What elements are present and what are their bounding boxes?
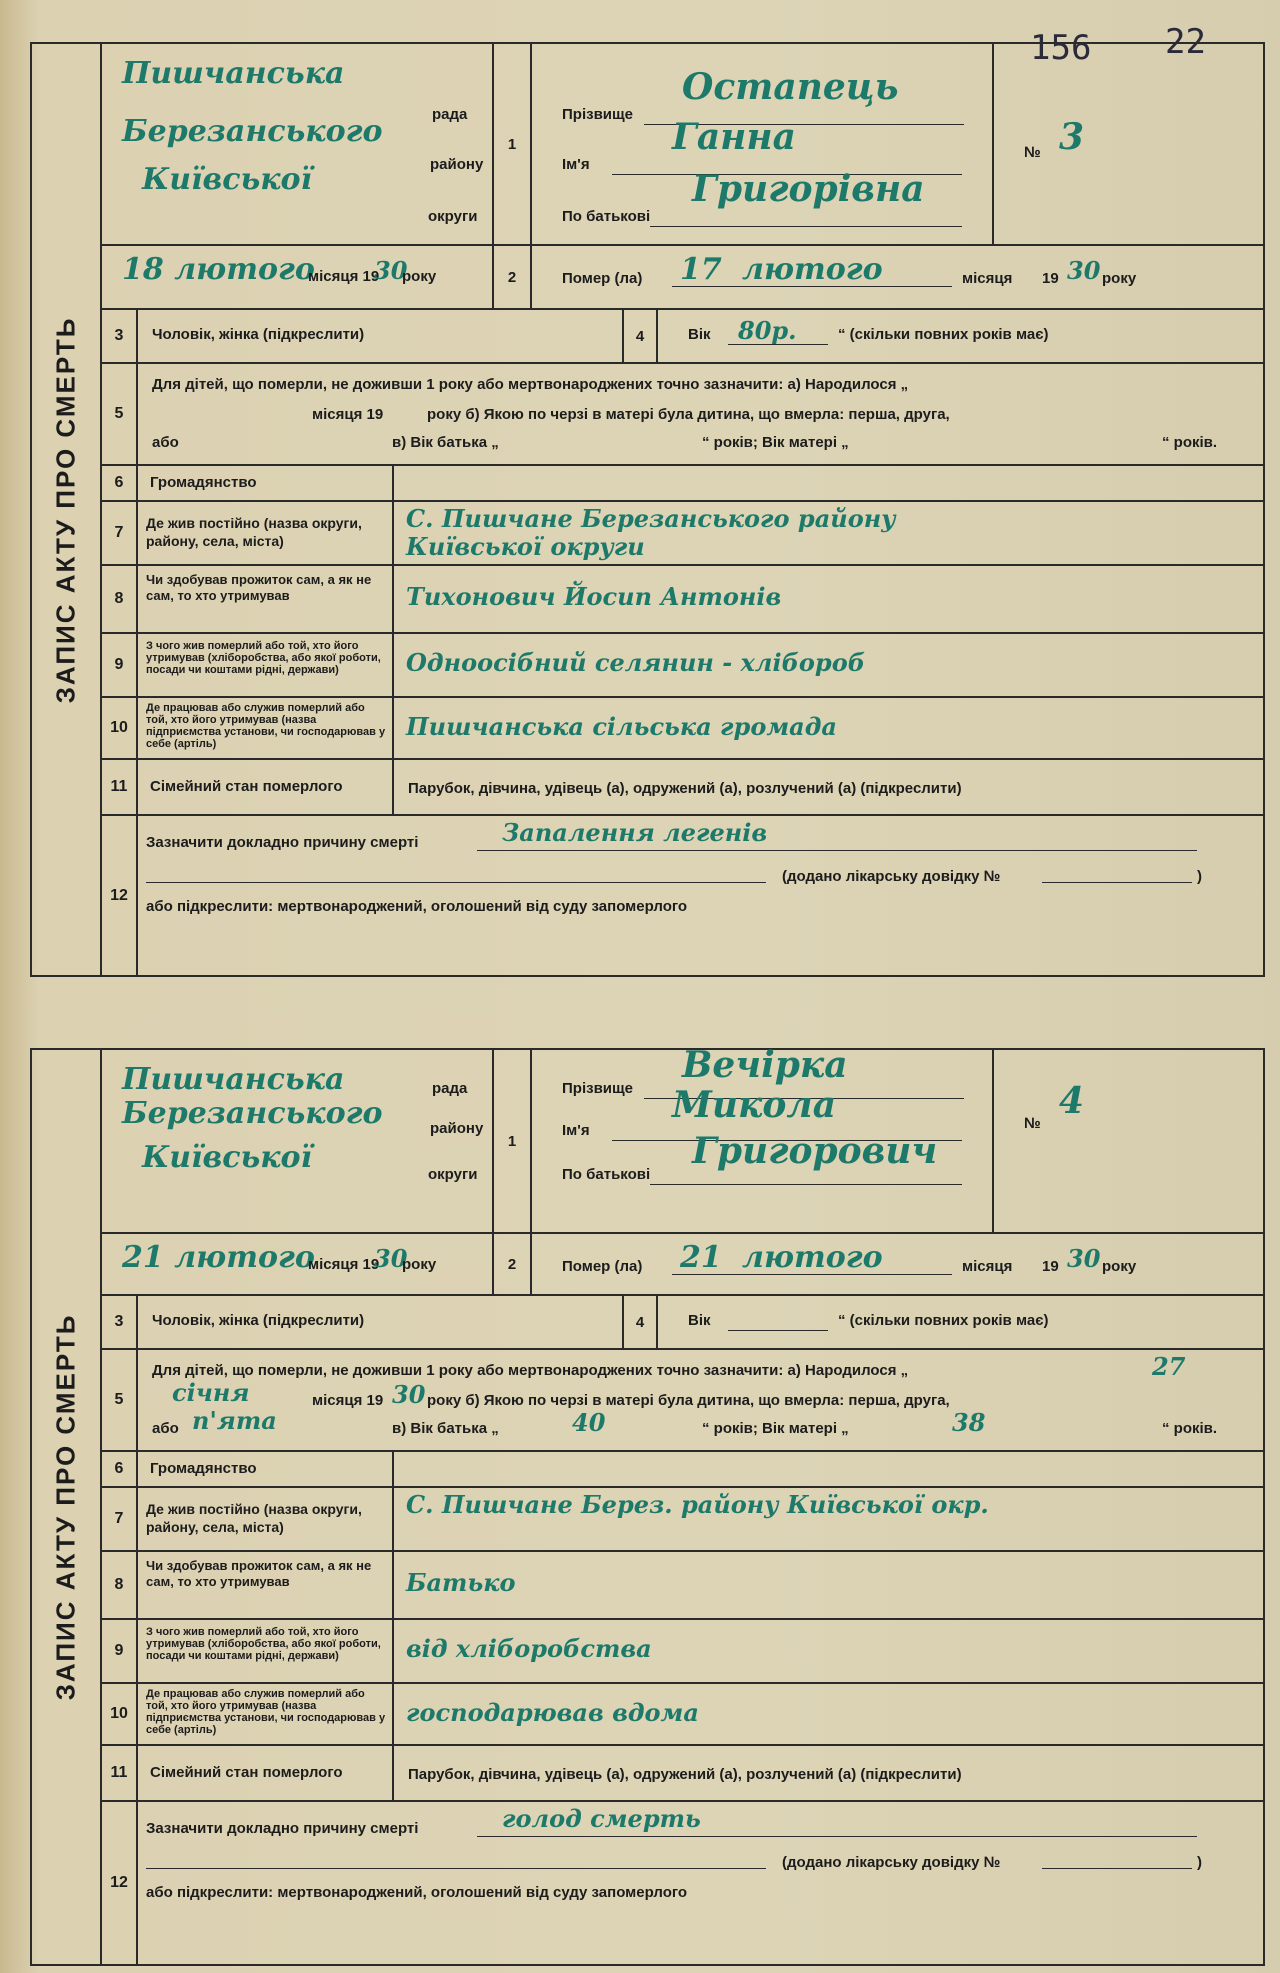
death-record-form-2: ЗАПИС АКТУ ПРО СМЕРТЬ Пишчанська рада Березанського району Київської округи 1 Прізвище Вечірка Ім'я Микола По батькові Григорович № 4 21 лютого місяця 19 30 року 2 Помер (ла) 21 лютого місяця 19 30 року 3 Чоловік, жінка (підкреслити) 4 Вік “ (скільки повних років має) 5 Для дітей, що померли, не доживши 1 року або мертвонароджених точно зазначити: а) Народилося „ 27 січня місяця 19 30 року б) Якою по черзі в матері була дитина, що вмерла: перша, друга, або п'ята в) Вік батька „ 40 “ років; Вік матері „ 38 “ років. 6 Громадянство 7 Де жив постійно (назва округи, району, села, міста) С. Пишчане Берез. району Київської окр. 8 Чи здобував прожиток сам, а як не сам, то хто утримував Батько 9 З чого жив померлий або той, хто його утримував (хліборобства, або якої роботи, посади чи коштами рідні, держави) від хліборобства 10 Де працював або служив померлий або той, хто його утримував (назва підприємства установи, чи господарював у себе (артіль) господарював вдома 11 Сімейний стан померлого Парубок, дівчина, удівець (а), одружений (а), розлучений (а) (підкреслити) 12 Зазначити докладно причину смерті голод смерть (додано лікарську довідку № ) або підкреслити: мертвонароджений, оголошений від суду запомерлого: [30, 1048, 1265, 1966]
rayon-label: району: [430, 1120, 484, 1137]
death-record-form-1: ЗАПИС АКТУ ПРО СМЕРТЬ Пишчанська рада Березанського району Київської округи 1 Прізвище Остапець Ім'я Ганна По батькові Григорівна № 3 18 лютого місяця 19 30 року 2 Помер (ла) 17 лютого місяця 19 30 року 3 Чоловік, жінка (підкреслити) 4 Вік 80р. “ (скільки повних років має) 5 Для дітей, що померли, не доживши 1 року або мертвонароджених точно зазначити: а) Народилося „ місяця 19 року б) Якою по черзі в матері була дитина, що вмерла: перша, друга, або в) Вік батька „ “ років; Вік матері „ “ років. 6 Громадянство 7 Де жив постійно (назва округи, району, села, міста) С. Пишчане Березанського району Київської округи 8 Чи здобував прожиток сам, а як не сам, то хто утримував Тихонович Йосип Антонів 9 З чого жив померлий або той, хто його утримував (хліборобства, або якої роботи, посади чи коштами рідні, держави) Одноосібний селянин - хлібороб 10 Де працював або служив померлий або той, хто його утримував (назва підприємства установи, чи господарював у себе (артіль) Пишчанська сільська громада 11 Сімейний стан померлого Парубок, дівчина, удівець (а), одружений (а), розлучений (а) (підкреслити) 12 Зазначити докладно причину смерті Запалення легенів (додано лікарську довідку № ) або підкреслити: мертвонароджений, оголошений від суду запомерлого: [30, 42, 1265, 977]
record-number-block: [992, 1050, 1263, 1232]
livelihood-value: від хліборобства: [406, 1634, 652, 1663]
medical-certificate-label: (додано лікарську довідку №: [782, 868, 1001, 885]
okruha-value: Київської: [142, 162, 312, 197]
row-1-number: 1: [492, 1050, 530, 1232]
sex-label: Чоловік, жінка (підкреслити): [152, 326, 365, 343]
patronymic-value: Григорович: [692, 1130, 938, 1172]
stillborn-note: або підкреслити: мертвонароджений, оголошений від суду запомерлого: [146, 898, 688, 915]
residence-value-2: Київської округи: [406, 532, 645, 561]
cause-label: Зазначити докладно причину смерті: [146, 1820, 419, 1837]
death-month-label: місяця: [962, 1258, 1013, 1275]
work-label: Де працював або служив померлий або той, хто його утримував (назва підприємства установи, чи господарював у себе (артіль): [146, 702, 386, 750]
rada-value: Пишчанська: [122, 56, 345, 91]
registration-year-value: 30: [374, 256, 408, 285]
archive-number-left: 156: [1030, 28, 1092, 68]
residence-label: Де жив постійно (назва округи, району, села, міста): [146, 1501, 362, 1535]
registration-block: [102, 44, 492, 244]
death-month-value: лютого: [742, 1240, 883, 1275]
registration-year-value: 30: [374, 1244, 408, 1273]
death-month-value: лютого: [742, 252, 883, 287]
form-side-title: ЗАПИС АКТУ ПРО СМЕРТЬ: [32, 44, 102, 975]
marital-status-options: Парубок, дівчина, удівець (а), одружений (а), розлучений (а) (підкреслити): [408, 780, 962, 797]
death-month-label: місяця: [962, 270, 1013, 287]
okruha-value: Київської: [142, 1140, 312, 1175]
registration-date-value: 18 лютого: [122, 252, 315, 287]
work-label: Де працював або служив померлий або той, хто його утримував (назва підприємства установи, чи господарював у себе (артіль): [146, 1688, 386, 1736]
death-year-value: 30: [1067, 256, 1101, 285]
support-label: Чи здобував прожиток сам, а як не сам, то хто утримував: [146, 572, 372, 603]
archive-number-right: 22: [1165, 22, 1206, 62]
patronymic-label: По батькові: [562, 1166, 651, 1183]
age-value: 80р.: [738, 316, 797, 345]
support-value: Батько: [406, 1568, 516, 1597]
year-label: року: [402, 1256, 437, 1273]
age-block: Вік “ (скільки повних років має): [656, 1296, 1263, 1348]
support-value: Тихонович Йосип Антонів: [406, 582, 782, 611]
name-block: [530, 1044, 992, 1232]
marital-status-options: Парубок, дівчина, удівець (а), одружений (а), розлучений (а) (підкреслити): [408, 1766, 962, 1783]
residence-label: Де жив постійно (назва округи, району, села, міста): [146, 515, 362, 549]
rada-label: рада: [432, 1080, 468, 1097]
name-block: [530, 44, 992, 244]
age-block: Вік 80р. “ (скільки повних років має): [656, 310, 1263, 362]
medical-certificate-label: (додано лікарську довідку №: [782, 1854, 1001, 1871]
age-label: Вік: [688, 1312, 711, 1329]
citizenship-label: Громадянство: [150, 474, 257, 491]
cause-value: Запалення легенів: [502, 818, 768, 847]
death-label: Помер (ла): [562, 1258, 643, 1275]
children-line-1: Для дітей, що померли, не доживши 1 року або мертвонароджених точно зазначити: а) Народилося „: [152, 376, 909, 393]
rayon-value: Березанського: [122, 1096, 383, 1131]
name-value: Микола: [672, 1084, 837, 1126]
stillborn-note: або підкреслити: мертвонароджений, оголошений від суду запомерлого: [146, 1884, 688, 1901]
born-day-value: 27: [1152, 1352, 1186, 1381]
number-label: №: [1024, 144, 1041, 161]
death-day-value: 17: [680, 252, 722, 287]
name-label: Ім'я: [562, 156, 590, 173]
marital-status-label: Сімейний стан померлого: [150, 778, 343, 795]
form-side-title: ЗАПИС АКТУ ПРО СМЕРТЬ: [32, 1050, 102, 1964]
birth-order-value: п'ята: [192, 1406, 277, 1435]
year-label: року: [402, 268, 437, 285]
death-year-value: 30: [1067, 1244, 1101, 1273]
rayon-label: району: [430, 156, 484, 173]
registration-block: [102, 1050, 492, 1232]
surname-label: Прізвище: [562, 106, 634, 123]
death-label: Помер (ла): [562, 270, 643, 287]
rada-label: рада: [432, 106, 468, 123]
citizenship-label: Громадянство: [150, 1460, 257, 1477]
livelihood-value: Одноосібний селянин - хлібороб: [406, 648, 866, 677]
death-day-value: 21: [680, 1240, 722, 1275]
name-value: Ганна: [672, 116, 796, 158]
residence-value-1: С. Пишчане Березанського району: [406, 504, 896, 533]
surname-label: Прізвище: [562, 1080, 634, 1097]
death-date-block: Помер (ла) 17 лютого місяця 19 30 року: [530, 246, 1263, 308]
father-age-value: 40: [572, 1408, 606, 1437]
livelihood-label: З чого жив померлий або той, хто його утримував (хліборобства, або якої роботи, посади чи коштами рідні, держави): [146, 640, 381, 676]
born-year-value: 30: [392, 1380, 426, 1409]
patronymic-value: Григорівна: [692, 168, 925, 210]
rayon-value: Березанського: [122, 114, 383, 149]
registration-date-block: [102, 1234, 492, 1294]
livelihood-label: З чого жив померлий або той, хто його утримував (хліборобства, або якої роботи, посади чи коштами рідні, держави): [146, 1626, 381, 1662]
marital-status-label: Сімейний стан померлого: [150, 1764, 343, 1781]
age-label: Вік: [688, 326, 711, 343]
record-number-block: [992, 44, 1263, 244]
month-label: місяця 19: [308, 268, 380, 285]
support-label: Чи здобував прожиток сам, а як не сам, то хто утримував: [146, 1558, 372, 1589]
cause-value: голод смерть: [502, 1804, 701, 1833]
born-month-value: січня: [172, 1378, 250, 1407]
month-label: місяця 19: [308, 1256, 380, 1273]
sex-label: Чоловік, жінка (підкреслити): [152, 1312, 365, 1329]
number-value: 4: [1059, 1080, 1085, 1122]
children-line-1: Для дітей, що померли, не доживши 1 року або мертвонароджених точно зазначити: а) Народилося „: [152, 1362, 909, 1379]
residence-value-1: С. Пишчане Берез. району Київської окр.: [406, 1490, 989, 1519]
registration-date-block: [102, 246, 492, 308]
registration-date-value: 21 лютого: [122, 1240, 315, 1275]
rada-value: Пишчанська: [122, 1062, 345, 1097]
row-1-number: 1: [492, 44, 530, 244]
work-value: Пишчанська сільська громада: [406, 712, 837, 741]
okruha-label: округи: [428, 1166, 478, 1183]
surname-value: Остапець: [682, 66, 899, 108]
okruha-label: округи: [428, 208, 478, 225]
number-value: 3: [1059, 116, 1085, 158]
patronymic-label: По батькові: [562, 208, 651, 225]
number-label: №: [1024, 1115, 1041, 1132]
death-date-block: Помер (ла) 21 лютого місяця 19 30 року: [530, 1234, 1263, 1294]
work-value: господарював вдома: [406, 1698, 699, 1727]
name-label: Ім'я: [562, 1122, 590, 1139]
cause-label: Зазначити докладно причину смерті: [146, 834, 419, 851]
mother-age-value: 38: [952, 1408, 986, 1437]
surname-value: Вечірка: [682, 1044, 848, 1086]
